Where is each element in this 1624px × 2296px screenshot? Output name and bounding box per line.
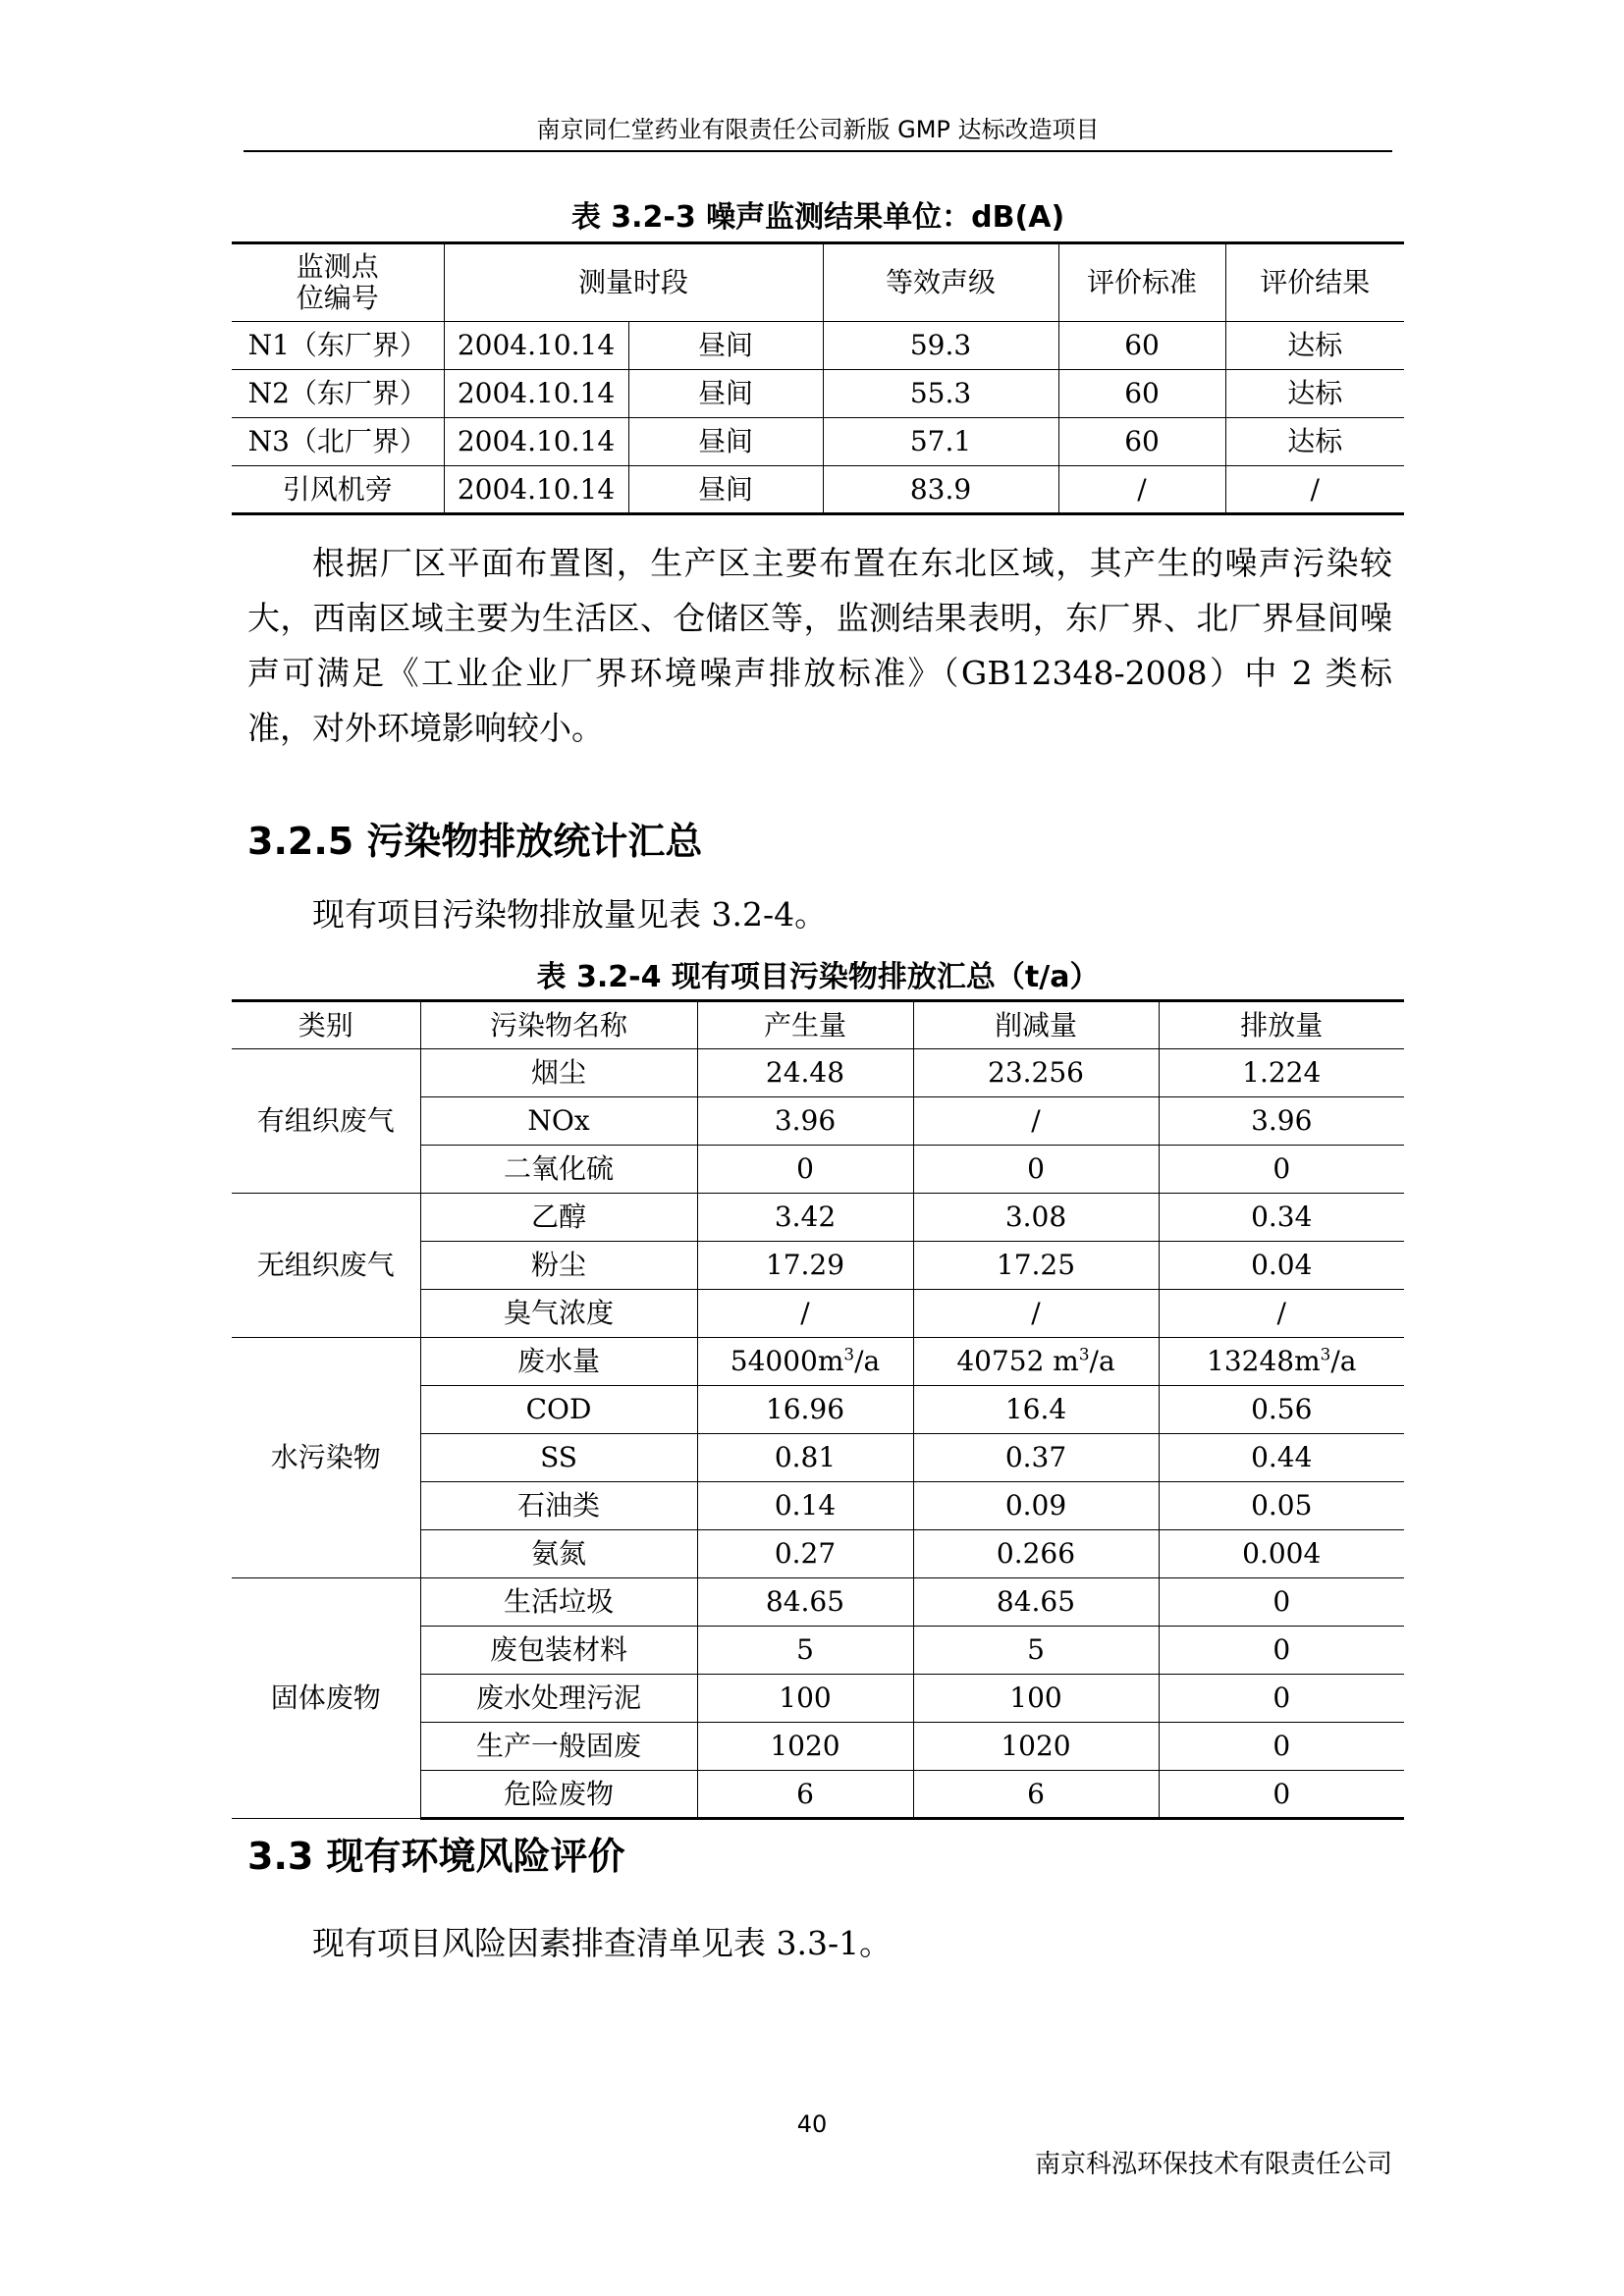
header-emitted: 排放量 — [1159, 1001, 1404, 1049]
section-heading-3-3: 3.3 现有环境风险评价 — [247, 1835, 625, 1878]
cell-reduced: 23.256 — [913, 1049, 1159, 1097]
cell-name: 生活垃圾 — [420, 1578, 697, 1627]
header-point: 监测点 位编号 — [232, 243, 444, 322]
page-number: 40 — [796, 2110, 828, 2138]
page-header: 南京同仁堂药业有限责任公司新版 GMP 达标改造项目 — [536, 116, 1100, 143]
table-row — [232, 1338, 1404, 1386]
cell-time: 昼间 — [628, 418, 823, 466]
cell-reduced: 84.65 — [913, 1578, 1159, 1627]
value-text: 40752 m — [956, 1345, 1079, 1377]
cell-reduced: 0.09 — [913, 1482, 1159, 1530]
header-category: 类别 — [232, 1001, 420, 1049]
table-row — [232, 1578, 1404, 1627]
cell-standard: 60 — [1058, 370, 1225, 418]
cell-reduced: 16.4 — [913, 1386, 1159, 1434]
cell-reduced: 6 — [913, 1771, 1159, 1819]
cell-reduced: 3.08 — [913, 1194, 1159, 1242]
cell-produced: 3.96 — [697, 1097, 913, 1146]
cell-emitted: 0 — [1159, 1627, 1404, 1675]
cell-emitted: 0 — [1159, 1675, 1404, 1723]
table1-caption: 表 3.2-3 噪声监测结果单位：dB(A) — [570, 200, 1065, 235]
cell-point: N1（东厂界） — [232, 322, 444, 370]
unit-tail: /a — [1330, 1345, 1357, 1377]
cell-name: 生产一般固废 — [420, 1723, 697, 1771]
cell-time: 昼间 — [628, 322, 823, 370]
cell-time: 昼间 — [628, 466, 823, 514]
cell-emitted: 3.96 — [1159, 1097, 1404, 1146]
cell-produced: 6 — [697, 1771, 913, 1819]
header-rule — [244, 150, 1392, 152]
cell-reduced: 1020 — [913, 1723, 1159, 1771]
cell-date: 2004.10.14 — [444, 370, 628, 418]
cell-reduced: 0 — [913, 1146, 1159, 1194]
cell-result: / — [1225, 466, 1404, 514]
unit-superscript: 3 — [1078, 1344, 1090, 1364]
cell-reduced: 0.37 — [913, 1434, 1159, 1482]
cell-produced: 0.81 — [697, 1434, 913, 1482]
cell-emitted: 0.34 — [1159, 1194, 1404, 1242]
cell-result: 达标 — [1225, 418, 1404, 466]
table-row — [232, 243, 1404, 322]
cell-name: 废包装材料 — [420, 1627, 697, 1675]
header-result: 评价结果 — [1225, 243, 1404, 322]
cell-point: N3（北厂界） — [232, 418, 444, 466]
cell-standard: 60 — [1058, 418, 1225, 466]
header-period: 测量时段 — [444, 243, 823, 322]
cell-emitted: 0 — [1159, 1723, 1404, 1771]
table-row — [232, 322, 1404, 370]
cell-name: SS — [420, 1434, 697, 1482]
cell-emitted: 0.05 — [1159, 1482, 1404, 1530]
cell-emitted: 0 — [1159, 1146, 1404, 1194]
cell-reduced: / — [913, 1097, 1159, 1146]
cell-level: 55.3 — [823, 370, 1058, 418]
cell-produced: 24.48 — [697, 1049, 913, 1097]
cell-point: 引风机旁 — [232, 466, 444, 514]
cell-name: NOx — [420, 1097, 697, 1146]
unit-tail: /a — [1089, 1345, 1115, 1377]
cell-category: 固体废物 — [232, 1578, 420, 1819]
cell-produced: 100 — [697, 1675, 913, 1723]
cell-reduced: / — [913, 1290, 1159, 1338]
table2-caption: 表 3.2-4 现有项目污染物排放汇总（t/a） — [536, 960, 1100, 994]
table-row — [232, 1001, 1404, 1049]
cell-produced — [697, 1338, 913, 1386]
cell-emitted: 0.44 — [1159, 1434, 1404, 1482]
table-row — [232, 418, 1404, 466]
paragraph-noise: 根据厂区平面布置图，生产区主要布置在东北区域，其产生的噪声污染较大，西南区域主要为生活区、仓储区等，监测结果表明，东厂界、北厂界昼间噪声可满足《工业企业厂界环境噪声排放标准》（GB12348-2008）中 2 类标准，对外环境影响较小。 — [247, 544, 1392, 747]
cell-result: 达标 — [1225, 370, 1404, 418]
cell-reduced: 100 — [913, 1675, 1159, 1723]
table-row — [232, 466, 1404, 514]
cell-name: COD — [420, 1386, 697, 1434]
cell-name: 臭气浓度 — [420, 1290, 697, 1338]
unit-superscript: 3 — [1320, 1344, 1331, 1364]
cell-produced: 0 — [697, 1146, 913, 1194]
cell-date: 2004.10.14 — [444, 418, 628, 466]
header-level: 等效声级 — [823, 243, 1058, 322]
cell-category: 水污染物 — [232, 1338, 420, 1578]
cell-name: 危险废物 — [420, 1771, 697, 1819]
cell-category: 有组织废气 — [232, 1049, 420, 1194]
cell-reduced: 5 — [913, 1627, 1159, 1675]
footer-company: 南京科泓环保技术有限责任公司 — [1034, 2150, 1392, 2179]
cell-level: 83.9 — [823, 466, 1058, 514]
value-text: 54000m — [730, 1345, 844, 1377]
cell-name: 烟尘 — [420, 1049, 697, 1097]
cell-emitted: 0.004 — [1159, 1530, 1404, 1578]
noise-table — [232, 241, 1404, 515]
table-row — [232, 370, 1404, 418]
cell-date: 2004.10.14 — [444, 466, 628, 514]
cell-reduced — [913, 1338, 1159, 1386]
section-intro-3-2-5: 现有项目污染物排放量见表 3.2-4。 — [312, 895, 828, 934]
cell-name: 废水量 — [420, 1338, 697, 1386]
header-produced: 产生量 — [697, 1001, 913, 1049]
cell-standard: / — [1058, 466, 1225, 514]
cell-produced: 0.14 — [697, 1482, 913, 1530]
cell-level: 57.1 — [823, 418, 1058, 466]
cell-produced: / — [697, 1290, 913, 1338]
cell-emitted: 0 — [1159, 1771, 1404, 1819]
cell-name: 氨氮 — [420, 1530, 697, 1578]
cell-produced: 16.96 — [697, 1386, 913, 1434]
unit-tail: /a — [854, 1345, 881, 1377]
pollutant-table — [232, 999, 1404, 1820]
cell-produced: 5 — [697, 1627, 913, 1675]
cell-emitted: 0.56 — [1159, 1386, 1404, 1434]
unit-superscript: 3 — [843, 1344, 855, 1364]
table-row — [232, 1194, 1404, 1242]
cell-reduced: 0.266 — [913, 1530, 1159, 1578]
cell-name: 二氧化硫 — [420, 1146, 697, 1194]
cell-standard: 60 — [1058, 322, 1225, 370]
cell-point: N2（东厂界） — [232, 370, 444, 418]
cell-category: 无组织废气 — [232, 1194, 420, 1338]
cell-emitted: 0 — [1159, 1578, 1404, 1627]
header-standard: 评价标准 — [1058, 243, 1225, 322]
cell-produced: 84.65 — [697, 1578, 913, 1627]
cell-produced: 1020 — [697, 1723, 913, 1771]
section-heading-3-2-5: 3.2.5 污染物排放统计汇总 — [247, 820, 703, 863]
cell-name: 废水处理污泥 — [420, 1675, 697, 1723]
cell-emitted: 0.04 — [1159, 1242, 1404, 1290]
cell-reduced: 17.25 — [913, 1242, 1159, 1290]
cell-date: 2004.10.14 — [444, 322, 628, 370]
cell-produced: 3.42 — [697, 1194, 913, 1242]
cell-produced: 17.29 — [697, 1242, 913, 1290]
cell-name: 石油类 — [420, 1482, 697, 1530]
value-text: 13248m — [1207, 1345, 1321, 1377]
cell-time: 昼间 — [628, 370, 823, 418]
header-name: 污染物名称 — [420, 1001, 697, 1049]
header-reduced: 削减量 — [913, 1001, 1159, 1049]
section-intro-3-3: 现有项目风险因素排查清单见表 3.3-1。 — [312, 1924, 893, 1962]
table-row — [232, 1049, 1404, 1097]
cell-emitted — [1159, 1338, 1404, 1386]
cell-emitted: / — [1159, 1290, 1404, 1338]
cell-name: 乙醇 — [420, 1194, 697, 1242]
cell-level: 59.3 — [823, 322, 1058, 370]
cell-name: 粉尘 — [420, 1242, 697, 1290]
cell-result: 达标 — [1225, 322, 1404, 370]
cell-emitted: 1.224 — [1159, 1049, 1404, 1097]
cell-produced: 0.27 — [697, 1530, 913, 1578]
